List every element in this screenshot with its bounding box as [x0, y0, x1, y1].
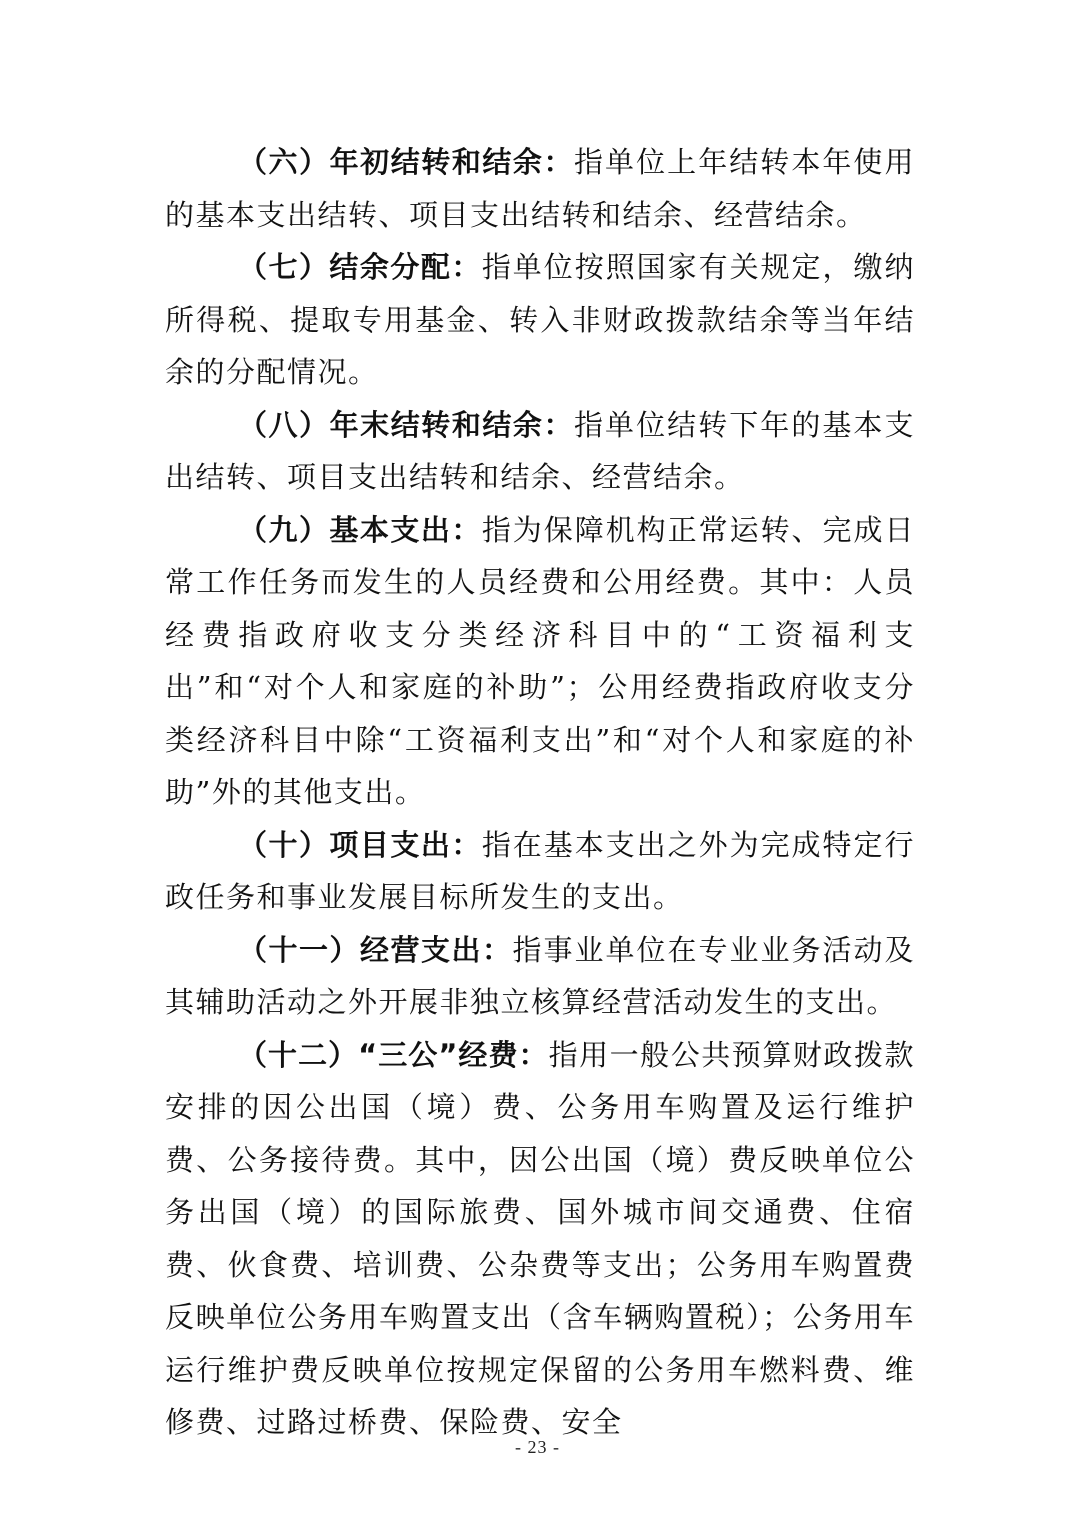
term-definition: 指为保障机构正常运转、完成日常工作任务而发生的人员经费和公用经费。其中：人员经费指政府收支分类经济科目中的“工资福利支出”和“对个人和家庭的补助”；公用经费指政府收支分类经济科目中除“工资福利支出”和“对个人和家庭的补助”外的其他支出。	[165, 512, 915, 809]
paragraph-9	[165, 504, 915, 819]
term-heading: （七）结余分配：	[238, 250, 482, 284]
paragraph-12	[165, 1029, 915, 1449]
term-definition: 指事业单位在专业业务活动及其辅助活动之外开展非独立核算经营活动发生的支出。	[165, 932, 915, 1019]
term-heading: （九）基本支出：	[238, 512, 482, 547]
body-text	[165, 136, 915, 1449]
term-heading: （十）项目支出：	[238, 827, 482, 862]
term-heading: （十二）“三公”经费：	[238, 1037, 549, 1072]
term-definition: 指在基本支出之外为完成特定行政任务和事业发展目标所发生的支出。	[165, 827, 915, 914]
paragraph-8	[165, 399, 915, 504]
term-definition: 指单位上年结转本年使用的基本支出结转、项目支出结转和结余、经营结余。	[165, 145, 915, 232]
term-heading: （八）年末结转和结余：	[238, 407, 575, 442]
paragraph-6	[165, 136, 915, 241]
page-number: - 23 -	[515, 1437, 560, 1457]
paragraph-11	[165, 924, 915, 1029]
term-heading: （六）年初结转和结余：	[238, 145, 575, 179]
paragraph-7	[165, 241, 915, 399]
term-heading: （十一）经营支出：	[238, 932, 513, 967]
term-definition: 指单位结转下年的基本支出结转、项目支出结转和结余、经营结余。	[165, 407, 915, 494]
term-definition: 指用一般公共预算财政拨款安排的因公出国（境）费、公务用车购置及运行维护费、公务接待费。其中，因公出国（境）费反映单位公务出国（境）的国际旅费、国外城市间交通费、住宿费、伙食费、培训费、公杂费等支出；公务用车购置费反映单位公务用车购置支出（含车辆购置税）；公务用车运行维护费反映单位按规定保留的公务用车燃料费、维修费、过路过桥费、保险费、安全	[165, 1037, 915, 1439]
paragraph-10	[165, 819, 915, 924]
term-definition: 指单位按照国家有关规定，缴纳所得税、提取专用基金、转入非财政拨款结余等当年结余的分配情况。	[165, 250, 915, 389]
